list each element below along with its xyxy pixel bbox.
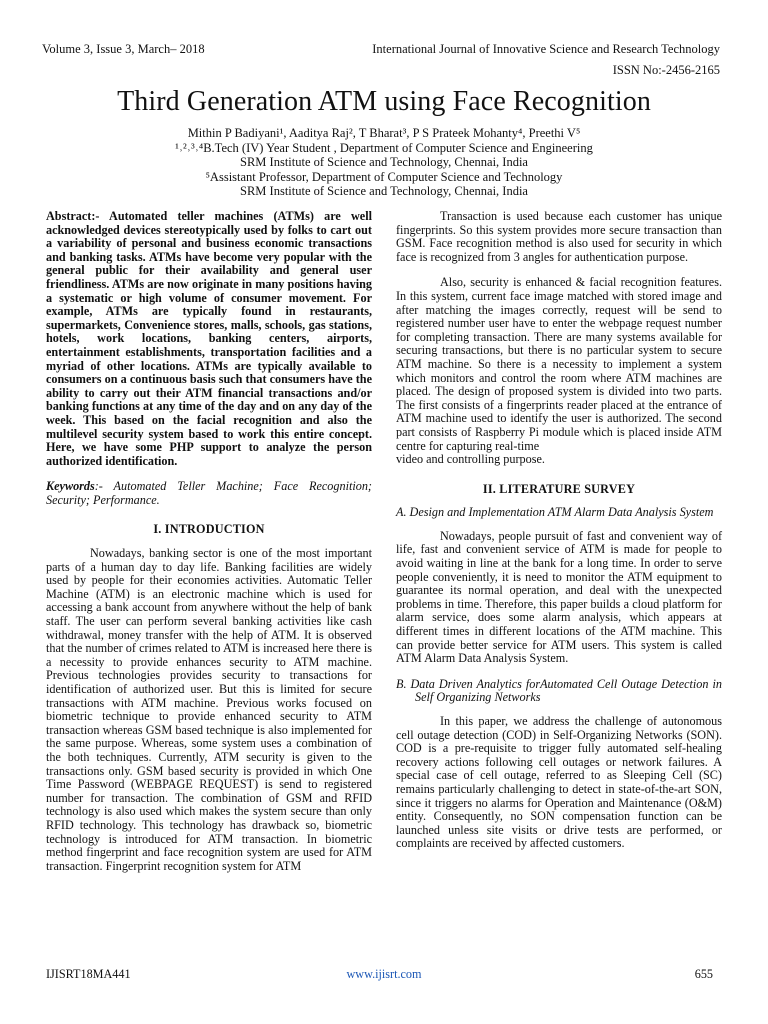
page-number: 655 bbox=[694, 967, 713, 981]
left-column bbox=[46, 210, 372, 885]
issn: ISSN No:-2456-2165 bbox=[612, 63, 720, 77]
body-paragraph-tail: video and controlling purpose. bbox=[396, 452, 545, 467]
abstract bbox=[46, 210, 372, 468]
subsection-a-text: Nowadays, people pursuit of fast and convenient way of life, fast and convenient service of ATM is made for people to avoid waiting in line at the bank for a long time. In order to serve people conveniently, it is need to monitor the ATM equipment to guarantee its normal operation, and deal with the unexpected problems in time. Therefore, this paper builds a cloud platform for alarm service, does some alarm analysis, which appears at different times in different locations of the ATM machine. This can provide better service for ATM users. This system is called ATM Alarm Data Analysis System. bbox=[396, 528, 722, 666]
section-heading-introduction: I. INTRODUCTION bbox=[153, 522, 265, 537]
subsection-title-a: A. Design and Implementation ATM Alarm Data Analysis System bbox=[396, 505, 714, 520]
journal-volume-info: Volume 3, Issue 3, March– 2018 bbox=[42, 42, 205, 56]
author-institution: SRM Institute of Science and Technology, Chennai, India bbox=[240, 184, 528, 199]
introduction-text: Nowadays, banking sector is one of the most important parts of a human day to day life. Banking facilities are widely used by people for their economies activities. Automatic Teller Machine (ATM) is an electronic machine which is used for accessing a bank account from anywhere without the help of bank staff. The user can perform several banking activities like cash withdrawal, money transfer with the help of ATM. It is observed that the number of crimes related to ATM is increased here there is a necessity to provide enhances security to ATM machine. Previous technologies provides security to transactions for identification of authorized user. But this is limited for secure transactions with ATM machine. Previous works focused on biometric technique to provide enhanced security to ATM transaction whereas GSM based technique is also implemented for the same purpose. Whereas, some system uses a combination of the both techniques. Currently, ATM security is given to the transactions only. GSM based security is provided in which One Time Password (WEBPAGE REQUEST) is send to registered number for transaction. The combination of GSM and RFID technology is also used which makes the system secure than only RFID technology. This technology has drawback so, biometric technology is introduced for ATM transaction. In biometric method fingerprint and face recognition system are used for ATM transaction. Fingerprint recognition system for ATM bbox=[46, 546, 372, 873]
author-affiliation-professor: ⁵Assistant Professor, Department of Computer Science and Technology bbox=[205, 169, 563, 184]
section-heading-literature-survey: II. LITERATURE SURVEY bbox=[482, 481, 636, 496]
author-block bbox=[0, 126, 768, 199]
subsection-b-text: In this paper, we address the challenge of autonomous cell outage detection (COD) in Self-Organizing Networks (SON). COD is a pre-requisite to trigger fully automated self-healing recovery actions following cell outages or network failures. A special case of cell outage, referred to as Sleeping Cell (SC) remains particularly challenging to detect in state-of-the-art SON, since it triggers no alarms for Operation and Maintenance (O&M) entity. Consequently, no SON compensation function can be launched unless site visits or drive tests are performed, or complaints are received by affected customers. bbox=[396, 714, 722, 851]
body-paragraph: Also, security is enhanced & facial recognition features. In this system, current face image matched with stored image and after matching the images correctly, request will be send to registered number user have to enter the webpage request number for completing transaction. There are many systems available for securing transactions, but there is no particular system to secure ATM machine. So there is a necessity to implement a system which monitors and control the room where ATM machines are placed. The design of proposed system is divided into two parts. The first consists of a fingerprints reader placed at the entrance of ATM machine used to identify the user is authorized. The second part consists of Raspberry Pi module which is placed inside ATM centre for capturing real-time bbox=[396, 275, 722, 453]
keywords-text: :- Automated Teller Machine; Face Recognition; Security; Performance. bbox=[46, 479, 372, 507]
author-affiliation-students: ¹˒²˒³˒⁴B.Tech (IV) Year Student , Department of Computer Science and Engineering bbox=[175, 140, 593, 155]
journal-name: International Journal of Innovative Science and Research Technology bbox=[372, 42, 720, 56]
right-column bbox=[396, 210, 722, 863]
paper-title: Third Generation ATM using Face Recognition bbox=[117, 86, 651, 117]
abstract-text: :- Automated teller machines (ATMs) are well acknowledged devices stereotypically used by folks to cart out a variability of personal and business economic transactions and banking tasks. ATMs have become very popular with the general public for their availability and general user friendliness. ATMs are now originate in many positions having a systematic or high volume of consumer movement. For example, ATMs are typically found in restaurants, supermarkets, Convenience stores, malls, schools, gas stations, hotels, work locations, banking centers, airports, entertainment establishments, transportation facilities and a myriad of other locations. ATMs are typically available to consumers on a continuous basis such that consumers have the ability to carry out their ATM financial transactions and/or banking functions at any time of the day and on any day of the week. This based on the facial recognition and also the multilevel security system based to work this entire concept. Here, we have some PHP support to analyze the person authorized identification. bbox=[46, 209, 372, 468]
keywords bbox=[46, 480, 372, 507]
keywords-label: Keywords bbox=[46, 479, 95, 494]
subsection-title-b: B. Data Driven Analytics forAutomated Cell Outage Detection in Self Organizing Networks bbox=[396, 676, 722, 705]
body-paragraph: Transaction is used because each customer has unique fingerprints. So this system provides more secure transaction than GSM. Face recognition method is also used for security in which face is recognized from 3 angles for authentication purpose. bbox=[396, 209, 722, 264]
website-link[interactable]: www.ijisrt.com bbox=[346, 967, 422, 981]
author-names: Mithin P Badiyani¹, Aaditya Raj², T Bharat³, P S Prateek Mohanty⁴, Preethi V⁵ bbox=[187, 126, 581, 140]
paper-id: IJISRT18MA441 bbox=[46, 967, 131, 981]
abstract-label: Abstract bbox=[46, 209, 92, 223]
author-institution: SRM Institute of Science and Technology, Chennai, India bbox=[240, 155, 528, 170]
